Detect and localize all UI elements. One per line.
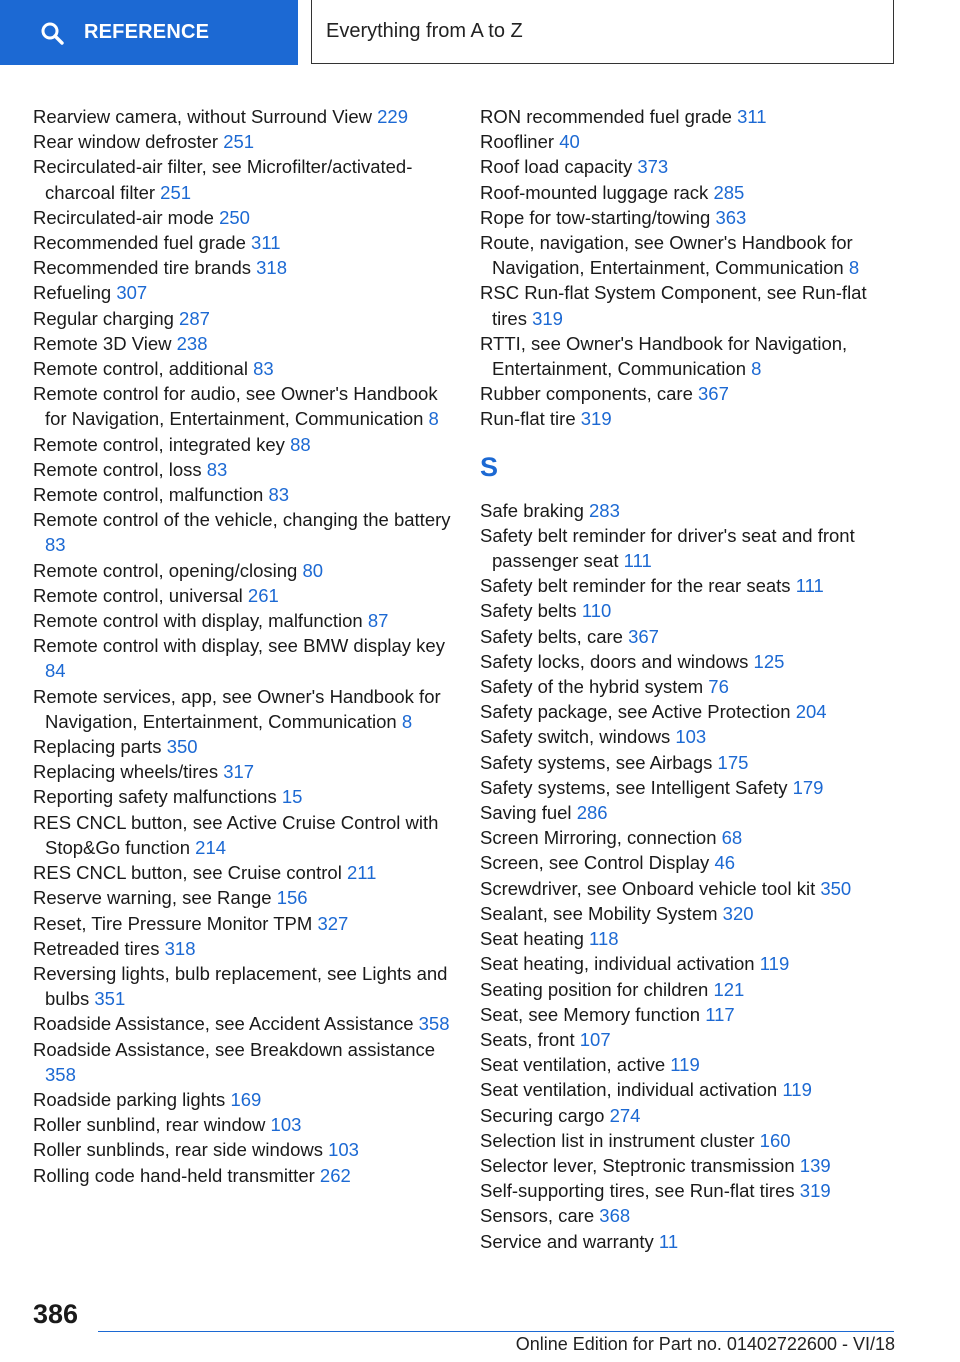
index-entry-text: RTTI, see Owner's Handbook for Navigation, Entertainment, Communication [480,332,848,380]
footer-divider [98,1331,894,1332]
page-link[interactable]: 156 [276,887,308,909]
index-entry-text: Safety belts [480,600,577,622]
page-link[interactable]: 110 [581,600,612,622]
page-link[interactable]: 358 [418,1013,450,1035]
index-entry-text: Retreaded tires [33,937,160,959]
page-link[interactable]: 119 [782,1079,812,1101]
index-entry [480,180,900,205]
page-link[interactable]: 107 [579,1028,611,1050]
index-entry-text: Roadside Assistance, see Breakdown assistance [33,1038,436,1060]
page-link[interactable]: 111 [623,550,652,572]
index-entry [480,381,900,406]
index-entry [480,498,900,523]
index-entry-text: Rope for tow-starting/towing [480,206,711,228]
page-link[interactable]: 311 [251,232,281,254]
page-link[interactable]: 211 [346,862,377,884]
index-entry-text: Roller sunblind, rear window [33,1114,266,1136]
index-entry-text: Roadside parking lights [33,1088,226,1110]
page-link[interactable]: 262 [319,1164,351,1186]
index-entry-text: RES CNCL button, see Cruise control [33,862,342,884]
page-link[interactable]: 350 [166,736,198,758]
index-entry-text: Remote control, integrated key [33,433,285,455]
index-entry [480,674,900,699]
index-entry-text: Replacing wheels/tires [33,761,219,783]
page-link[interactable]: 118 [589,928,619,950]
page-link[interactable]: 214 [195,836,227,858]
index-entry [33,784,453,809]
index-entry [33,1163,453,1188]
page-link[interactable]: 373 [637,156,669,178]
page-link[interactable]: 251 [160,181,192,203]
page-link[interactable]: 125 [753,650,785,672]
index-entry [480,850,900,875]
index-entry-text: Remote control, loss [33,458,202,480]
page-link[interactable]: 103 [675,726,707,748]
page-link[interactable]: 160 [759,1129,791,1151]
page-link[interactable]: 83 [45,534,66,556]
index-entry [480,1203,900,1228]
index-entry-text: Roofliner [480,131,555,153]
index-entry-text: Sealant, see Mobility System [480,902,718,924]
search-icon [40,21,64,45]
index-entry [480,1103,900,1128]
index-entry-text: Replacing parts [33,736,162,758]
index-entry-text: Remote control, malfunction [33,484,264,506]
index-entry [33,911,453,936]
index-entry [480,598,900,623]
index-entry [480,1178,900,1203]
index-entry-text: Screwdriver, see Onboard vehicle tool kit [480,877,816,899]
index-entry-text: Seats, front [480,1028,575,1050]
index-entry [480,1077,900,1102]
index-entry [33,230,453,255]
page-link[interactable]: 327 [317,912,349,934]
index-entry-text: Remote control, opening/closing [33,559,298,581]
index-entry [480,406,900,431]
page-link[interactable]: 317 [223,761,255,783]
index-entry-text: Seat ventilation, active [480,1054,666,1076]
index-entry [33,432,453,457]
index-entry [480,1027,900,1052]
index-entry-text: Rear window defroster [33,131,219,153]
index-entry-text: Recommended fuel grade [33,232,246,254]
index-entry [33,583,453,608]
index-entry [480,205,900,230]
index-entry-text: Safety switch, windows [480,726,671,748]
index-entry [480,800,900,825]
page-link[interactable]: 8 [751,358,762,380]
index-entry [33,507,453,557]
page-link[interactable]: 87 [367,610,389,632]
index-entry-text: Seat ventilation, individual activation [480,1079,778,1101]
page-link[interactable]: 175 [717,751,749,773]
index-entry-text: Refueling [33,282,112,304]
page-link[interactable]: 204 [795,701,827,723]
index-entry-text: Securing cargo [480,1104,605,1126]
index-entry [33,457,453,482]
page-link[interactable]: 40 [559,131,580,153]
page-link[interactable]: 103 [328,1139,359,1161]
page-link[interactable]: 283 [589,499,620,521]
index-entry [33,1112,453,1137]
page-link[interactable]: 368 [599,1205,631,1227]
index-entry [33,558,453,583]
page-link[interactable]: 11 [658,1230,679,1252]
index-entry [480,154,900,179]
page-link[interactable]: 285 [713,181,745,203]
index-entry [480,1229,900,1254]
index-entry [33,1037,453,1087]
index-entry-text: Remote control, additional [33,358,248,380]
index-entry [480,573,900,598]
edition-text: Online Edition for Part no. 01402722600 - VI/18 [515,1334,895,1354]
index-entry-text: Seat heating, individual activation [480,953,755,975]
index-entry-text: Roadside Assistance, see Accident Assistance [33,1013,414,1035]
index-entry [33,936,453,961]
index-entry-text: Remote control of the vehicle, changing the battery [33,509,451,531]
page-link[interactable]: 80 [302,559,324,581]
index-entry [33,860,453,885]
index-entry-text: Reserve warning, see Range [33,887,272,909]
index-entry [33,306,453,331]
index-entry [33,684,453,734]
index-entry-text: Recirculated-air mode [33,206,214,228]
index-entry [480,523,900,573]
page-link[interactable]: 318 [164,937,196,959]
page-link[interactable]: 261 [247,584,279,606]
index-entry-text: Seat, see Memory function [480,1003,701,1025]
index-entry [480,977,900,1002]
page-link[interactable]: 46 [714,852,736,874]
index-entry-text: Service and warranty [480,1230,654,1252]
index-entry [480,129,900,154]
index-entry [33,1137,453,1162]
index-entry-text: Roof-mounted luggage rack [480,181,709,203]
page-link[interactable]: 238 [176,332,208,354]
index-entry-text: Safety belt reminder for driver's seat and front passenger seat [480,524,855,572]
index-entry [480,951,900,976]
index-entry-text: Remote services, app, see Owner's Handbook for Navigation, Entertainment, Communication [33,685,441,732]
section-letter: S [480,451,499,482]
page-link[interactable]: 76 [708,676,729,698]
page-link[interactable]: 350 [820,877,852,899]
index-entry [33,255,453,280]
index-entry [480,1128,900,1153]
index-entry-text: Safety belts, care [480,625,623,647]
index-entry [33,129,453,154]
index-entry [33,104,453,129]
page-link[interactable]: 15 [281,786,303,808]
index-entry-text: Remote control with display, malfunction [33,610,363,632]
index-entry-text: Remote control with display, see BMW display key [33,635,445,657]
index-entry-text: Saving fuel [480,802,572,824]
index-entry-text: Roof load capacity [480,156,633,178]
index-entry-text: Roller sunblinds, rear side windows [33,1139,323,1161]
index-entry-text: Self-supporting tires, see Run-flat tires [480,1180,795,1202]
index-entry [33,280,453,305]
index-entry-text: Reporting safety malfunctions [33,786,277,808]
index-entry [33,1011,453,1036]
index-entry [33,356,453,381]
reference-tab-label: REFERENCE [84,21,210,43]
index-entry [480,1052,900,1077]
page-link[interactable]: 251 [223,131,255,153]
page-link[interactable]: 88 [290,433,311,455]
index-entry [33,885,453,910]
index-entry-text: Rubber components, care [480,383,693,405]
index-entry [33,154,453,204]
index-entry [480,280,900,330]
index-entry-text: Reversing lights, bulb replacement, see Lights and bulbs [33,962,448,1010]
page-number: 386 [33,1299,79,1329]
page-link[interactable]: 8 [401,710,413,732]
index-entry [480,901,900,926]
index-entry-text: Rolling code hand-held transmitter [33,1164,315,1186]
index-entry [33,608,453,633]
page-link[interactable]: 319 [532,307,563,329]
index-entry-text: Regular charging [33,307,174,329]
index-entry-text: Run-flat tire [480,408,576,430]
index-entry [480,1002,900,1027]
page-link[interactable]: 111 [795,575,824,597]
index-entry-text: Recirculated-air filter, see Microfilter/activated-charcoal filter [33,156,413,203]
page-link[interactable]: 318 [256,257,288,279]
index-entry [33,734,453,759]
page-link[interactable]: 119 [759,953,790,975]
page-link[interactable]: 8 [428,408,439,430]
index-entry-text: Screen Mirroring, connection [480,827,717,849]
index-entry [33,331,453,356]
index-entry [480,649,900,674]
page-link[interactable]: 363 [715,206,747,228]
page-link[interactable]: 68 [721,827,743,849]
index-entry [480,1153,900,1178]
page-link[interactable]: 179 [792,776,824,798]
index-entry-text: Remote control, universal [33,584,243,606]
index-entry [33,810,453,860]
index-entry [33,961,453,1011]
index-entry-text: RES CNCL button, see Active Cruise Control with Stop&Go function [33,811,439,858]
page-link[interactable]: 286 [576,802,608,824]
index-entry [480,104,900,129]
index-entry-text: Safe braking [480,499,584,521]
index-entry-text: Safety belt reminder for the rear seats [480,575,791,597]
index-entry-text: Selector lever, Steptronic transmission [480,1154,795,1176]
index-entry [480,825,900,850]
page-link[interactable]: 229 [377,106,408,127]
index-entry-text: Recommended tire brands [33,257,251,279]
page-link[interactable]: 103 [270,1114,302,1136]
index-entry-text: Remote 3D View [33,332,172,354]
index-entry [480,876,900,901]
page-link[interactable]: 287 [179,307,210,329]
index-entry [480,750,900,775]
index-entry [33,1087,453,1112]
page-link[interactable]: 169 [230,1088,262,1110]
page-link[interactable]: 83 [206,458,228,480]
index-entry-text: Safety systems, see Intelligent Safety [480,776,788,798]
reference-tab[interactable] [0,0,298,65]
index-entry-text: Reset, Tire Pressure Monitor TPM [33,912,313,934]
page-link[interactable]: 119 [670,1054,700,1076]
index-section-s [480,498,900,1254]
page-link[interactable]: 307 [116,282,148,304]
index-entry-text: Rearview camera, without Surround View [33,106,372,127]
index-section-r [480,104,900,432]
index-entry [480,699,900,724]
page-link[interactable]: 311 [737,106,767,127]
index-entry-text: Safety package, see Active Protection [480,701,791,723]
index-entry [480,775,900,800]
index-entry [33,482,453,507]
page-link[interactable]: 274 [609,1104,641,1126]
page-link[interactable]: 319 [799,1180,831,1202]
index-entry [480,724,900,749]
index-entry-text: Seating position for children [480,978,709,1000]
page-link[interactable]: 117 [705,1003,735,1025]
index-entry [480,230,900,280]
page-link[interactable]: 319 [580,408,612,430]
page-link[interactable]: 83 [268,484,290,506]
index-entry-text: RON recommended fuel grade [480,106,732,127]
index-entry-text: Route, navigation, see Owner's Handbook for Navigation, Entertainment, Communication [480,232,853,279]
page-link[interactable]: 320 [722,902,754,924]
index-entry [480,331,900,381]
index-entry [33,633,453,683]
index-entry-text: Sensors, care [480,1205,595,1227]
index-entry-text: Selection list in instrument cluster [480,1129,755,1151]
page-link[interactable]: 250 [219,206,250,228]
page-link[interactable]: 358 [45,1063,76,1085]
index-entry-text: RSC Run-flat System Component, see Run-flat tires [480,282,867,329]
index-entry-text: Remote control for audio, see Owner's Handbook for Navigation, Entertainment, Communication [33,383,438,430]
page-link[interactable]: 83 [253,358,274,380]
index-entry [33,759,453,784]
index-entry-text: Safety locks, doors and windows [480,650,749,672]
index-entry [480,926,900,951]
index-entry [33,205,453,230]
page-link[interactable]: 367 [698,383,729,405]
index-entry-text: Screen, see Control Display [480,852,710,874]
index-entry [480,624,900,649]
page-link[interactable]: 121 [713,978,745,1000]
index-column-left [33,104,453,1188]
page-link[interactable]: 367 [628,625,659,647]
page-link[interactable]: 351 [94,988,126,1010]
index-entry [33,381,453,431]
page-title: Everything from A to Z [311,0,894,64]
index-column-right [480,104,900,1254]
index-entry-text: Safety of the hybrid system [480,676,704,698]
index-entry-text: Seat heating [480,928,584,950]
index-entry-text: Safety systems, see Airbags [480,751,713,773]
page-link[interactable]: 8 [848,257,860,279]
page-link[interactable]: 139 [799,1154,831,1176]
page-link[interactable]: 84 [45,660,66,682]
